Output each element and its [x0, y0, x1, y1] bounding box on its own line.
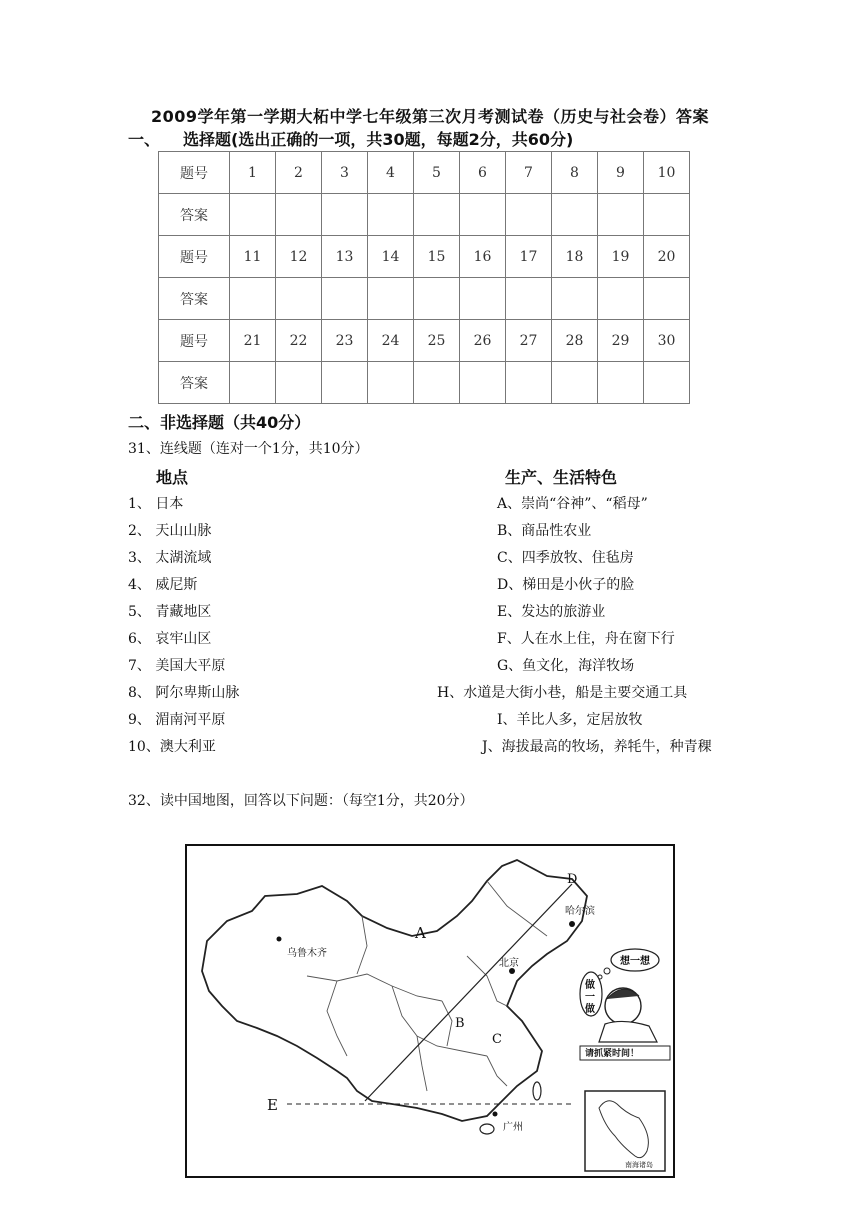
question-number-cell: 14 — [368, 236, 414, 278]
answer-cell — [644, 194, 690, 236]
do-bubble: 做一做 — [585, 980, 595, 1015]
answer-cell — [276, 362, 322, 404]
answer-cell — [230, 278, 276, 320]
row-label: 答案 — [159, 194, 230, 236]
answer-cell — [414, 362, 460, 404]
china-map — [185, 844, 675, 1178]
place-item: 8、 阿尔卑斯山脉 — [128, 685, 240, 701]
feature-item: C、四季放牧、住毡房 — [497, 550, 634, 566]
answer-cell — [598, 194, 644, 236]
question-number-cell: 17 — [506, 236, 552, 278]
answer-cell — [552, 278, 598, 320]
question-number-cell: 20 — [644, 236, 690, 278]
row-label: 题号 — [159, 236, 230, 278]
answer-cell — [368, 278, 414, 320]
table-row — [159, 236, 690, 278]
section1-heading: 选择题(选出正确的一项，共30题，每题2分，共60分) — [183, 130, 574, 149]
answer-cell — [644, 362, 690, 404]
place-item: 4、 威尼斯 — [128, 577, 198, 593]
map-label-b: B — [455, 1016, 465, 1031]
question-number-cell: 29 — [598, 320, 644, 362]
question-number-cell: 18 — [552, 236, 598, 278]
place-item: 7、 美国大平原 — [128, 658, 226, 674]
feature-item: B、商品性农业 — [497, 523, 592, 539]
answer-cell — [276, 194, 322, 236]
section2-heading: 二、非选择题（共40分） — [128, 413, 311, 432]
place-item: 9、 湄南河平原 — [128, 712, 226, 728]
place-header: 地点 — [156, 468, 189, 487]
question-number-cell: 21 — [230, 320, 276, 362]
question-number-cell: 7 — [506, 152, 552, 194]
question-number-cell: 3 — [322, 152, 368, 194]
table-row — [159, 320, 690, 362]
feature-item: D、梯田是小伙子的脸 — [497, 577, 635, 593]
question-number-cell: 28 — [552, 320, 598, 362]
question-number-cell: 10 — [644, 152, 690, 194]
hurry-label: 请抓紧时间！ — [585, 1049, 640, 1059]
feature-item: E、发达的旅游业 — [497, 604, 606, 620]
answer-cell — [230, 362, 276, 404]
section1-number: 一、 — [128, 130, 161, 149]
place-item: 6、 哀牢山区 — [128, 631, 212, 647]
row-label: 答案 — [159, 362, 230, 404]
place-item: 5、 青藏地区 — [128, 604, 212, 620]
guangzhou-label: 广州 — [503, 1122, 523, 1133]
feature-item: H、水道是大街小巷，船是主要交通工具 — [437, 685, 688, 701]
place-item: 1、 日本 — [128, 496, 184, 512]
feature-item: A、崇尚“谷神”、“稻母” — [497, 496, 648, 512]
answer-cell — [552, 194, 598, 236]
answer-cell — [368, 362, 414, 404]
map-label-d: D — [567, 872, 578, 887]
question-number-cell: 15 — [414, 236, 460, 278]
row-label: 题号 — [159, 320, 230, 362]
map-label-e: E — [267, 1096, 278, 1114]
answer-cell — [506, 362, 552, 404]
answer-cell — [414, 278, 460, 320]
question-number-cell: 2 — [276, 152, 322, 194]
answer-cell — [414, 194, 460, 236]
feature-header: 生产、生活特色 — [505, 468, 618, 487]
question-number-cell: 30 — [644, 320, 690, 362]
table-row — [159, 152, 690, 194]
think-bubble: 想一想 — [620, 956, 650, 967]
answer-cell — [368, 194, 414, 236]
question-number-cell: 24 — [368, 320, 414, 362]
answer-cell — [322, 278, 368, 320]
row-label: 答案 — [159, 278, 230, 320]
harbin-label: 哈尔滨 — [565, 906, 595, 917]
question-number-cell: 8 — [552, 152, 598, 194]
map-label-c: C — [492, 1032, 502, 1047]
answer-cell — [322, 362, 368, 404]
feature-item: F、人在水上住，舟在窗下行 — [497, 631, 675, 647]
place-item: 10、澳大利亚 — [128, 739, 216, 755]
question-number-cell: 9 — [598, 152, 644, 194]
question-number-cell: 11 — [230, 236, 276, 278]
answer-cell — [506, 194, 552, 236]
answer-cell — [460, 362, 506, 404]
question-31-prompt: 31、连线题（连对一个1分，共10分） — [128, 441, 369, 457]
answer-cell — [460, 278, 506, 320]
answer-cell — [230, 194, 276, 236]
question-number-cell: 4 — [368, 152, 414, 194]
china-map-svg — [187, 846, 673, 1176]
feature-item: J、海拔最高的牧场，养牦牛，种青稞 — [482, 739, 712, 755]
document-title: 2009学年第一学期大柘中学七年级第三次月考测试卷（历史与社会卷）答案 — [150, 107, 710, 126]
question-number-cell: 23 — [322, 320, 368, 362]
china-outline — [202, 860, 587, 1121]
answer-cell — [460, 194, 506, 236]
answer-table — [158, 151, 690, 404]
feature-item: G、鱼文化，海洋牧场 — [497, 658, 635, 674]
table-row — [159, 278, 690, 320]
question-number-cell: 12 — [276, 236, 322, 278]
answer-cell — [644, 278, 690, 320]
answer-cell — [506, 278, 552, 320]
question-number-cell: 6 — [460, 152, 506, 194]
place-item: 3、 太湖流域 — [128, 550, 212, 566]
question-number-cell: 27 — [506, 320, 552, 362]
question-32-prompt: 32、读中国地图，回答以下问题：（每空1分，共20分） — [128, 793, 474, 809]
table-row — [159, 194, 690, 236]
answer-cell — [276, 278, 322, 320]
question-number-cell: 5 — [414, 152, 460, 194]
south-sea-islands-label: 南海诸岛 — [625, 1161, 653, 1169]
table-row — [159, 362, 690, 404]
question-number-cell: 25 — [414, 320, 460, 362]
feature-item: I、羊比人多，定居放牧 — [497, 712, 643, 728]
question-number-cell: 16 — [460, 236, 506, 278]
answer-cell — [598, 362, 644, 404]
question-number-cell: 19 — [598, 236, 644, 278]
question-number-cell: 13 — [322, 236, 368, 278]
map-label-a: A — [415, 924, 426, 942]
row-label: 题号 — [159, 152, 230, 194]
answer-cell — [322, 194, 368, 236]
answer-cell — [552, 362, 598, 404]
beijing-label: 北京 — [499, 958, 519, 969]
urumqi-label: 乌鲁木齐 — [287, 948, 327, 959]
question-number-cell: 22 — [276, 320, 322, 362]
place-item: 2、 天山山脉 — [128, 523, 212, 539]
question-number-cell: 1 — [230, 152, 276, 194]
question-number-cell: 26 — [460, 320, 506, 362]
answer-cell — [598, 278, 644, 320]
